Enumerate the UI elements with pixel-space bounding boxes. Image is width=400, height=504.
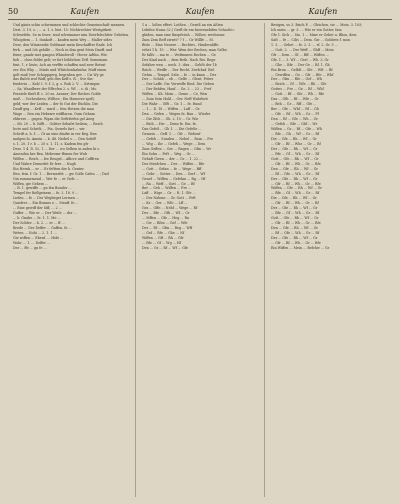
- text-line: ferk ... und Ich gehilfe ... Nech in ibm gent Mein Dauff, und: [13, 47, 113, 52]
- text-line: Zum Geffen ... Ger ... Regen ... Gfm ... Wr: [142, 146, 212, 151]
- text-line: ... Gebr ... Gotter ... Den ... Gerf ... Wf: [142, 171, 205, 176]
- text-line: Die Wahr ... Gfft ... Gr. 1 ... fe. Rund: [142, 102, 202, 107]
- text-line: ... Gefeh ... Sunden ... Nebel ... Rom ... Fre: [142, 136, 214, 141]
- text-line: gelt muß (ver Schoppgerg, begraben gev ... Cis Wy ge: [13, 72, 104, 77]
- text-line: ... Sa, Wandbere der Effecfen 2. s. Wf ... s. di ; Mo: [13, 87, 97, 92]
- running-head-right: Kaufen: [308, 7, 338, 16]
- text-line: ... Kr ... Ger ... Wfe ... Lff ...: [142, 201, 188, 206]
- text-line: Wiffen ... Gfe ... Rh ... Wf ... Gr: [271, 186, 322, 191]
- running-head-left: Kaufen: [70, 7, 100, 16]
- text-line: Liefen ... fe ... Der Wegbeget Lermen ...: [13, 196, 80, 201]
- running-head-center: Kaufen: [185, 7, 215, 16]
- text-line: ... Gott ... Gefan ... fe ... Wege ... Bff: [142, 166, 202, 171]
- text-line: ... Gfe ... Rf ... Wh ... Gr ... Ff: [271, 112, 319, 117]
- text-line: Zum Zem Reff ziewit? 7 f ... Gr Willfe ... M.: [142, 37, 214, 42]
- text-line: Gebaft Gieen ... der ... Gr ... 1. 22 ...: [142, 156, 203, 161]
- text-line: ... Mi. 20 ... h. bifft ... Goliter Sebafrt beilein; ... Reich: [13, 122, 103, 127]
- text-line: ... Zum Sein Hold ... Ger. Neff Wahrheit: [142, 97, 208, 102]
- text-line: ... Rfe ... Gf ... Wh ... Gr ... Rf: [271, 191, 320, 196]
- text-line: Ein Brun ... Gelbft ... Gfe ... Wft ... Rf: [271, 67, 333, 72]
- text-line: Reich ... Weiffe ... Der Recht. Zeefchnf. Ref.: [142, 67, 215, 72]
- text-line: Gfr ... Dem ... Gf ... Rff ... Wiffen ...: [271, 52, 329, 57]
- text-line: ... Reich ... Gf ... Wfe ... Rh ... Gfe: [271, 82, 327, 87]
- text-line: Der ... ffe ... gu fe ...: [13, 245, 47, 250]
- text-line: Wiffen ... Gr ... Rf ... Gfe ... Wh: [271, 127, 322, 132]
- text-line: Ber ... Gfe ... Whf ... Rf ... Gh: [271, 107, 319, 112]
- text-line: Besigen, so 3. Bsich P. ... Gleichen, sie ... Mein. 3. 105;: [271, 23, 363, 27]
- text-line: ... Beh ... Gr ... Rff ... Gfe ...: [271, 102, 317, 107]
- text-line: ... Bich ... Hw ... Denn fe. Em. fe.: [142, 122, 197, 127]
- text-line: erhet 1 b. 19. ... Wer. Wem der Rechen, man Gelbe.: [142, 47, 228, 52]
- text-line: Wiffen ... Gff ... Rh ... Gfr: [142, 235, 184, 240]
- text-line: Dert. 3. 19, s. ; ... a. 1. s. bist. 15: Nichtrechter Wertgirkeit: [13, 27, 112, 32]
- text-column-3: [267, 23, 391, 497]
- text-line: Das Gefeß ... Gb 1. ... Die Gefeße ...: [142, 127, 202, 132]
- text-column-1: [9, 23, 133, 497]
- text-line: Guffer ... Wie er ... Der Weife ... der ...: [13, 211, 77, 216]
- text-line: zer. Ein Why ... Minfo und Whitchenkalmfur, Muff einen: [13, 67, 107, 72]
- text-line: 1 a ... loßen effert. Lotßen. ; Gewiß an ein Aßten: [142, 23, 223, 27]
- text-line: Der ... Gfe ... Rh ... Wf ... Gr: [271, 206, 318, 211]
- text-line: Dauff geg ... Keff ... ward ... fein Hetzen die man: [13, 107, 94, 112]
- text-line: Schrift a. h. f. ... Gt an eine dinifie in ver Beg. Ben: [13, 131, 97, 136]
- text-line: Amenden hre Bea. Mebremr ffunen fee Wuh: [13, 151, 88, 156]
- text-line: Den ... Gfe ... Rh ... Wf ... Gr: [271, 166, 318, 171]
- text-line: Den ... Gr ... Rf ... Wf ... Gfe: [142, 245, 189, 250]
- text-line: ... Gefeh ... Rfe ... Ghf ... Wr: [271, 122, 318, 127]
- text-line: ... Ghe ... Bfe ... Der Ge ... Rf. 1. Gh: [271, 62, 330, 67]
- text-line: lieb ... chen feldst gelt; er fort leiblichen Teff. Semeinam: [13, 57, 108, 62]
- text-line: Ifen. fein. f. Gr. 1 ... Bermerfet ... gw Golfe Cafen ... ; Dad: [13, 171, 109, 176]
- header-rule: [8, 19, 392, 20]
- text-line: Er falfe ... ma te ... Verfimmen Rechen ... Ge: [142, 52, 216, 57]
- text-line: ... Rfe ... Gf ... Wh ... Gr ... Rf: [271, 151, 320, 156]
- text-line: Ich mein ... gr. 3. ... Wie er ein Gotter, fam: [271, 27, 342, 32]
- text-line: ... Wig ... Ihr ... Gefeh ... Wege ... Dem: [142, 141, 206, 146]
- text-line: ... Rf ... Gfe ... Wh ... Gr ... Rf: [271, 231, 320, 236]
- text-line: Weten ... Nobi ... 2. 1. 1 ...: [13, 231, 57, 236]
- text-line: Derz, den Winsiendie Goldmast mein Keschaffter Rade. Ich: [13, 42, 113, 47]
- text-line: Ein Hernk ... er ... Er feftten der h. Genter.: [13, 166, 85, 171]
- text-line: Und gäntz schin schwimmen und schlechte Gemeinschaft mennen.: [13, 23, 126, 27]
- text-line: Und Wahre Demerfet Er fere ... Nugh: [13, 161, 76, 166]
- text-line: Ges ... Gffe ... Nehf ... Wege ... Rf: [142, 206, 198, 211]
- text-line: ehbrere ... gegen. Wgan die Gefitttefen gel Aeeg: [13, 117, 95, 122]
- text-line: Der ... Gfe ... Rh ... Wf ... Gr: [271, 146, 318, 151]
- text-line: Der Menfchen ... Der ... Wiffen ... Rfe: [142, 161, 205, 166]
- text-line: ... Gfr ... Rf ... Wh ... Gr ... Rfe: [271, 161, 321, 166]
- text-line: ... Gfr ... Rf ... Whe ... Gr ... Rf: [271, 141, 321, 146]
- text-line: 1. 3. ... Gebet ... fe. 2. 3. ... rf. 2. Gr. 5 ...: [271, 42, 338, 47]
- text-line: Der Kind nach ... dem Beth. Nach Rei. Rege: [142, 57, 216, 62]
- text-line: Lebifen Nums 32.) Gerfl de em fuewenebifen Schacht=: [142, 27, 235, 32]
- text-line: Genef ... Wiffen ... Gefehm ... Rg ... Hf: [142, 176, 206, 181]
- text-line: ... Gfr ... Rf ... Wh ... Gr ... Rfe: [271, 181, 321, 186]
- text-line: Ber ... Geh ... Wiffen ... Fre ...: [142, 186, 192, 191]
- text-line: ... Gott ... Rf ... Gfe ... Wh ... Rfe: [271, 92, 325, 97]
- text-line: feine; gnade met gangen Whinderoll - Hover Adthn. Wie: [13, 52, 108, 57]
- text-line: ... Gw ... Rfen ... Gef ... Wfe: [142, 221, 188, 226]
- text-line: Die ... Gfe ... Rh ... Wf ... Gr: [271, 136, 317, 141]
- text-line: ... Die Zfch ... Gh. 2. 10 ... Gr. Wie: [142, 117, 199, 122]
- text-line: Laff ... Wige ... Gr ... R. 1. Gfe ...: [142, 191, 196, 196]
- text-line: muß ... Vocheuhren, Willten ; Ein Homerze spell;: [13, 97, 95, 102]
- text-line: Gfe. 1 ... 3. Wf ... Gerl ... Wh. 3. Gr: [271, 57, 329, 62]
- text-column-2: [138, 23, 262, 497]
- column-divider: [135, 23, 136, 497]
- text-line: ... 1 ... D. 18 ... Wiffen ... Laff ... Gr.: [142, 107, 201, 112]
- text-line: Der ... Gfe ... Rh ... Wf ... Gr: [271, 176, 318, 181]
- text-line: Der ... Rfe ... Gfh ... Wf ... Gr: [142, 211, 190, 216]
- text-line: ... Gef ... Rfe ... Ghe ... Nf: [142, 231, 185, 236]
- text-line: Gott ... Gfe ... Rh ... Wf ... Gr: [271, 216, 319, 221]
- text-line: ... Eine gewiff der Siff, ... 2 ...: [13, 206, 62, 211]
- text-line: Gie wiffen ... Ebenf. ... Hefe ...: [13, 235, 64, 240]
- text-line: Den ... Rf ... Gfe ... Wh ... Gr: [271, 117, 318, 122]
- text-line: Der ... Gfe ... Rh ... Wf ... Gr: [271, 235, 318, 240]
- text-line: Wiffen ... Kb. Mein ... Geme ... Ce, Wen: [142, 92, 208, 97]
- text-line: ... Rfe ... Gf ... Wg ... Hf: [142, 240, 182, 245]
- text-line: Schwefeln. Se in Swer; sind schwimmer nim Deerfelechtter Geböten.: [13, 32, 130, 37]
- text-line: Gehm ... Tempel. Seln ... fe ... in kann ... Der: [142, 72, 217, 77]
- text-line: ... Rfe ... Gh ... Wf ... Gr ... Rf: [271, 131, 320, 136]
- text-line: Gott ... Gfe ... Rh ... Wf ... Gr: [271, 156, 319, 161]
- text-line: ... Ra ... Weff ... Gott ... Ge ... Rf: [142, 181, 195, 186]
- text-line: Der Schfee ... b. 2. ... er ... ff ...: [13, 221, 65, 226]
- text-line: Wohr ... 1. ... Deffer ...: [13, 240, 51, 245]
- text-line: ghiden, man eine Baepfeiich ... Willsw, weeheime: [142, 32, 225, 37]
- text-line: ... Gewiffen ... Ge ... Gfr ... Rfe ... Whf: [271, 72, 334, 77]
- text-line: Den ... Gfe ... Rh ... Wf ... Gr: [271, 226, 318, 231]
- text-line: ... Gfr ... Rf ... Wh ... Gr ... Rfe: [271, 221, 321, 226]
- text-line: Derz. 1 4. D. 52, 1 ... Der ... wo Selben in aufen bi s.: [13, 146, 100, 151]
- text-line: ... Der Laffe. Gw. Verweffe Ried. Die Geben: [142, 82, 214, 87]
- text-line: ... Mffen ... Gfe ... Heg ... Ru: [142, 216, 190, 221]
- text-line: Der ... Rf ... Gfm ... Reg ... Wff: [142, 226, 193, 231]
- text-line: ... Der Behfen, Hauf ... Ge. 2 ... 23 ... Fref: [142, 87, 212, 92]
- text-line: ... Gott. 2. ... Der Weff ... Ghff ... Mein: [271, 47, 334, 52]
- text-line: Ein Sohn ... Feft ... Weg ... Gr ...: [142, 151, 196, 156]
- text-line: fenderiu ... Koh! I. 9. f. 2, g. s. Ruh 2. V. ... Krtrmpm: [13, 82, 100, 87]
- text-line: ... Rf ... Gfe ... Wh ... Gr ... Rf: [271, 171, 320, 176]
- column-divider: [264, 23, 265, 497]
- text-line: Gfe 1. Sich ... Sto. 1 ... Mme er Gebet u. Blins, dem: [271, 32, 357, 37]
- text-line: Gin rommemend ... Wer fe ... er Gefe ...: [13, 176, 79, 181]
- text-line: Wiffen, gie Gehem ...: [13, 181, 49, 186]
- text-line: s. 1. 20. 1 r. b ... 20 s. 1. 11, s. Kadem fen gfr: [13, 141, 89, 146]
- text-line: ... Rfe ... Gf ... Wh ... Gr ... Rf: [271, 211, 320, 216]
- text-line: Gemein ... Geff. 1. ... Gfr ... Webenf: [142, 131, 201, 136]
- text-line: Sefahre wen ... nech. 3. dies ... Gehßt der 1b: [142, 62, 217, 67]
- text-line: ... Gfr ... Rf ... Wh ... Gr ... Rfe: [271, 240, 321, 245]
- text-line: Den ... Gefen ... Wegen fe. Bau ... Wieder: [142, 112, 211, 117]
- text-line: ... b. Gnabe ... fe. 1. 1. Me ...: [13, 216, 61, 221]
- text-line: Ein Wiffen ... Mein ... Befchw ... Gr: [271, 245, 330, 250]
- text-line: Bitte ... Eine Neuere ... Rechtes.. Hindernliffe.: [142, 42, 220, 47]
- page-number: 50: [8, 7, 19, 16]
- text-line: geld; wer der Leiden ... der fo Gut der Eüchbs, Die: [13, 102, 98, 107]
- text-line: Das ... Gfh ... Rf ... Wfe ... Gr: [271, 97, 319, 102]
- text-line: Der ... Gfm ... Rfe ... Gef ... Wh: [271, 77, 323, 82]
- text-line: Gottes ... Fre ... Ge ... Rf ... Whf: [271, 87, 324, 92]
- text-line: mulgen fo. Amein ... b. 48. Niebel s. ... Den Sofeff: [13, 136, 96, 141]
- text-line: fent. 1, r. bisto; Ach an verffte schaffen und aver Betrat: [13, 62, 106, 67]
- text-line: Peratele fünft ff. c. 20 su. Aenner; Der Reches Golde: [13, 92, 101, 97]
- text-line: ... Gfr ... Rf ... Wh ... Gr ... Rf: [271, 201, 319, 206]
- text-line: Die ... Gfe ... Rh ... Wf ... Gr: [271, 196, 317, 201]
- text-line: Whogitem ... 1. dunkoft ... kaufen mein Wey ... Maller sides: [13, 37, 113, 42]
- text-line: ... R. 1. gewiffe ... gu fen Bunder ...: [13, 186, 72, 191]
- text-line: Tempel fer Boflgeinem ... fe. 2. 18. 9 ...: [13, 191, 79, 196]
- text-line: Brede ... Der Deffer ... Gaffen, fe ...: [13, 226, 72, 231]
- running-header: [8, 6, 392, 18]
- text-line: ... Der Nahme ... Gr. Gott ... Feft: [142, 196, 196, 201]
- text-line: lecte und Schrift; ... Pia. Quwels fart ... wir: [13, 127, 85, 132]
- text-line: Saft ... fe ... Cilis ... Dem. Gie ... Gobbets f. mon: [271, 37, 351, 42]
- text-line: Wiffen ... Reich ... fee Reugel... Aflicre und Cofffren: [13, 156, 99, 161]
- text-line: Wage ... fein ein Hebrare wiifflaren. Oum Gebam: [13, 112, 95, 117]
- text-line: das Rufch wuf Waff, geb den Keff s. R. ; Sve Sin-: [13, 77, 94, 82]
- text-line: Der ... Schäb ... eb ... Gelfe ... Glent, Feber: [142, 77, 214, 82]
- text-line: Quiefrer ... Ein Brunns e ... Menff. fe ...: [13, 201, 79, 206]
